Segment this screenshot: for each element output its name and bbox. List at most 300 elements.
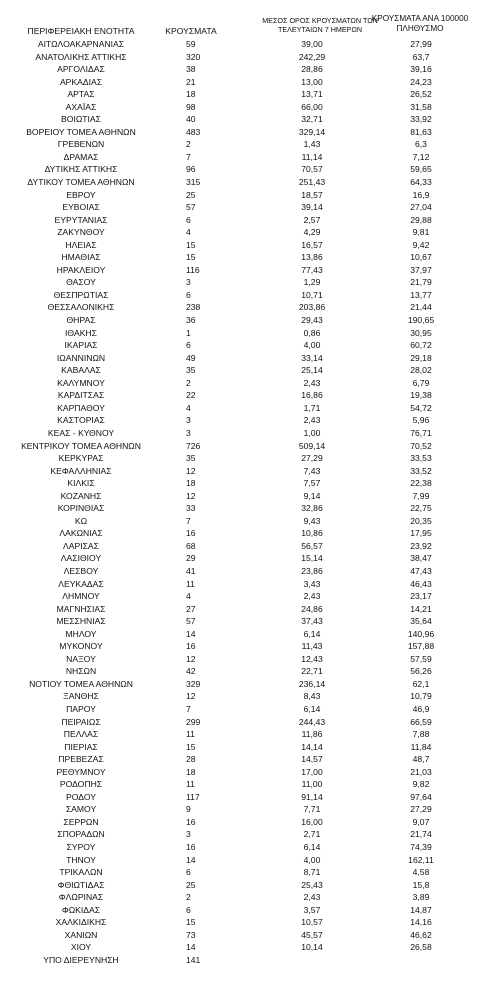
region-cell: ΙΩΑΝΝΙΝΩΝ [56, 352, 106, 363]
per-100k-cell: 3,89 [412, 892, 430, 903]
cases-cell: 117 [186, 791, 200, 802]
region-cell: ΔΥΤΙΚΟΥ ΤΟΜΕΑ ΑΘΗΝΩΝ [27, 177, 135, 188]
average-cell: 16,86 [301, 390, 323, 401]
region-cell: ΦΛΩΡΙΝΑΣ [58, 892, 104, 903]
average-cell: 13,00 [301, 76, 323, 87]
average-cell: 1,43 [303, 139, 321, 150]
per-100k-cell: 60,72 [410, 340, 432, 351]
table-row [0, 151, 483, 164]
per-100k-cell: 9,81 [412, 227, 430, 238]
table-row [0, 339, 483, 352]
table-row [0, 214, 483, 227]
region-cell: ΣΑΜΟΥ [65, 804, 97, 815]
average-cell: 25,43 [301, 879, 323, 890]
region-cell: ΜΗΛΟΥ [65, 628, 97, 639]
region-cell: ΜΕΣΣΗΝΙΑΣ [56, 616, 106, 627]
region-cell: ΧΙΟΥ [70, 942, 92, 953]
per-100k-cell: 14,87 [410, 904, 432, 915]
average-cell: 10,14 [301, 942, 323, 953]
average-cell: 39,14 [301, 202, 323, 213]
region-cell: ΛΕΥΚΑΔΑΣ [58, 578, 104, 589]
table-row [0, 565, 483, 578]
table-row [0, 916, 483, 929]
region-cell: ΑΡΚΑΔΙΑΣ [59, 76, 103, 87]
table-row [0, 440, 483, 453]
table-row [0, 941, 483, 954]
per-100k-cell: 46,62 [410, 929, 432, 940]
per-100k-cell: 63,7 [412, 51, 430, 62]
average-cell: 329,14 [298, 126, 326, 137]
per-100k-cell: 21,79 [410, 277, 432, 288]
region-cell: ΑΙΤΩΛΟΑΚΑΡΝΑΝΙΑΣ [37, 39, 125, 49]
cases-cell: 12 [186, 465, 196, 476]
table-row [0, 490, 483, 503]
table-row [0, 866, 483, 879]
region-cell: ΣΕΡΡΩΝ [63, 816, 99, 827]
table-row [0, 76, 483, 89]
per-100k-cell: 7,12 [412, 151, 430, 162]
per-100k-cell: 10,79 [410, 691, 432, 702]
cases-cell: 35 [186, 365, 196, 376]
region-cell: ΧΑΛΚΙΔΙΚΗΣ [55, 917, 107, 928]
average-cell: 242,29 [298, 51, 326, 62]
average-cell: 1,29 [303, 277, 321, 288]
region-cell: ΚΕΝΤΡΙΚΟΥ ΤΟΜΕΑ ΑΘΗΝΩΝ [21, 440, 141, 451]
per-100k-cell: 13,77 [410, 289, 432, 300]
header-seven-day-average: ΜΕΣΟΣ ΟΡΟΣ ΚΡΟΥΣΜΑΤΩΝ ΤΩΝ ΤΕΛΕΥΤΑΙΩΝ 7 ΗΜΕΡΩΝ [262, 16, 378, 34]
cases-cell: 16 [186, 816, 196, 827]
table-row [0, 615, 483, 628]
cases-cell: 49 [186, 352, 196, 363]
region-cell: ΔΡΑΜΑΣ [63, 151, 99, 162]
table-row [0, 665, 483, 678]
table-row [0, 678, 483, 691]
cases-cell: 141 [186, 954, 201, 965]
per-100k-cell: 33,53 [410, 453, 432, 464]
table-row [0, 88, 483, 101]
table-row [0, 327, 483, 340]
region-cell: ΡΕΘΥΜΝΟΥ [56, 766, 106, 777]
per-100k-cell: 26,52 [410, 89, 432, 100]
average-cell: 4,00 [303, 854, 321, 865]
cases-cell: 14 [186, 628, 196, 639]
table-row [0, 628, 483, 641]
region-cell: ΙΘΑΚΗΣ [65, 327, 97, 338]
cases-cell: 68 [186, 540, 196, 551]
region-cell: ΦΘΙΩΤΙΔΑΣ [57, 879, 105, 890]
per-100k-cell: 59,65 [410, 164, 432, 175]
cases-cell: 2 [186, 892, 191, 903]
region-cell: ΞΑΝΘΗΣ [63, 691, 99, 702]
region-cell: ΦΩΚΙΔΑΣ [61, 904, 101, 915]
table-row [0, 414, 483, 427]
per-100k-cell: 48,7 [412, 754, 430, 765]
region-cell: ΜΑΓΝΗΣΙΑΣ [56, 603, 106, 614]
per-100k-cell: 54,72 [410, 402, 432, 413]
average-cell: 244,43 [298, 716, 326, 727]
region-cell: ΡΟΔΟΥ [66, 791, 96, 802]
table-row [0, 879, 483, 892]
average-cell: 8,71 [303, 867, 321, 878]
cases-cell: 18 [186, 766, 196, 777]
cases-cell: 98 [186, 101, 196, 112]
header-cases: ΚΡΟΥΣΜΑΤΑ [165, 26, 217, 36]
average-cell: 91,14 [301, 791, 323, 802]
cases-cell: 6 [186, 289, 191, 300]
average-cell: 32,71 [301, 114, 323, 125]
region-cell: ΤΡΙΚΑΛΩΝ [59, 867, 103, 878]
average-cell: 7,57 [303, 478, 321, 489]
per-100k-cell: 20,35 [410, 515, 432, 526]
cases-cell: 59 [186, 39, 196, 49]
average-cell: 11,14 [301, 151, 323, 162]
average-cell: 14,57 [301, 754, 323, 765]
average-cell: 22,71 [301, 666, 323, 677]
average-cell: 15,14 [301, 553, 323, 564]
table-row [0, 276, 483, 289]
average-cell: 37,43 [301, 616, 323, 627]
per-100k-cell: 33,52 [410, 465, 432, 476]
average-cell: 10,86 [301, 528, 323, 539]
cases-cell: 11 [186, 578, 195, 589]
cases-cell: 7 [186, 515, 191, 526]
average-cell: 11,43 [301, 641, 323, 652]
table-row [0, 251, 483, 264]
region-cell: ΓΡΕΒΕΝΩΝ [57, 139, 105, 150]
region-cell: ΚΑΛΥΜΝΟΥ [57, 377, 105, 388]
cases-cell: 22 [186, 390, 196, 401]
average-cell: 11,86 [301, 729, 323, 740]
cases-cell: 2 [186, 139, 191, 150]
region-cell: ΚΑΡΠΑΘΟΥ [57, 402, 105, 413]
cases-cell: 28 [186, 754, 196, 765]
per-100k-cell: 6,79 [412, 377, 430, 388]
average-cell: 16,57 [301, 239, 323, 250]
table-row [0, 502, 483, 515]
per-100k-cell: 14,16 [410, 917, 432, 928]
per-100k-cell: 5,96 [412, 415, 430, 426]
region-cell: ΔΥΤΙΚΗΣ ΑΤΤΙΚΗΣ [44, 164, 118, 175]
cases-cell: 14 [186, 942, 196, 953]
per-100k-cell: 24,23 [410, 76, 432, 87]
cases-cell: 6 [186, 904, 191, 915]
cases-cell: 320 [186, 51, 201, 62]
table-row [0, 728, 483, 741]
average-cell: 77,43 [301, 264, 323, 275]
table-row [0, 138, 483, 151]
table-row [0, 904, 483, 917]
region-cell: ΚΕΡΚΥΡΑΣ [58, 453, 104, 464]
per-100k-cell: 35,64 [410, 616, 432, 627]
region-cell: ΧΑΝΙΩΝ [64, 929, 98, 940]
table-row [0, 38, 483, 51]
cases-cell: 315 [186, 177, 201, 188]
per-100k-cell: 30,95 [410, 327, 432, 338]
table-row [0, 427, 483, 440]
per-100k-cell: 70,52 [410, 440, 432, 451]
table-row [0, 653, 483, 666]
average-cell: 236,14 [298, 678, 326, 689]
table-row [0, 289, 483, 302]
per-100k-cell: 23,17 [410, 591, 432, 602]
table-row [0, 603, 483, 616]
average-cell: 4,29 [303, 227, 321, 238]
average-cell: 2,43 [303, 892, 321, 903]
per-100k-cell: 46,9 [412, 703, 430, 714]
cases-cell: 42 [186, 666, 196, 677]
region-cell: ΠΑΡΟΥ [66, 703, 96, 714]
per-100k-cell: 27,99 [410, 39, 432, 49]
region-cell: ΛΑΚΩΝΙΑΣ [59, 528, 103, 539]
cases-cell: 96 [186, 164, 196, 175]
average-cell: 1,00 [303, 427, 321, 438]
region-cell: ΕΥΒΟΙΑΣ [62, 202, 100, 213]
table-row [0, 364, 483, 377]
average-cell: 66,00 [301, 101, 323, 112]
table-row [0, 377, 483, 390]
header-cases-per-100k: ΚΡΟΥΣΜΑΤΑ ΑΝΑ 100000 ΠΛΗΘΥΣΜΟ [371, 14, 469, 33]
per-100k-cell: 10,67 [410, 252, 432, 263]
per-100k-cell: 27,29 [410, 804, 432, 815]
region-cell: ΗΜΑΘΙΑΣ [61, 252, 101, 263]
cases-cell: 57 [186, 616, 196, 627]
per-100k-cell: 97,64 [410, 791, 432, 802]
per-100k-cell: 15,8 [412, 879, 430, 890]
table-row [0, 465, 483, 478]
per-100k-cell: 22,38 [410, 478, 432, 489]
per-100k-cell: 74,39 [410, 842, 432, 852]
cases-cell: 21 [186, 76, 196, 87]
per-100k-cell: 64,33 [410, 177, 432, 188]
table-row [0, 716, 483, 729]
region-cell: ΛΕΣΒΟΥ [63, 565, 99, 576]
per-100k-cell: 27,04 [410, 202, 432, 213]
cases-cell: 4 [186, 227, 191, 238]
table-row [0, 126, 483, 139]
per-100k-cell: 28,02 [410, 365, 432, 376]
average-cell: 2,43 [303, 591, 321, 602]
region-cell: ΡΟΔΟΠΗΣ [59, 779, 103, 790]
average-cell: 251,43 [298, 177, 326, 188]
cases-cell: 15 [186, 741, 196, 752]
per-100k-cell: 39,16 [410, 64, 432, 75]
per-100k-cell: 11,84 [410, 741, 432, 752]
cases-cell: 35 [186, 453, 196, 464]
table-row [0, 954, 483, 967]
region-cell: ΗΡΑΚΛΕΙΟΥ [56, 264, 106, 275]
average-cell: 25,14 [301, 365, 323, 376]
per-100k-cell: 47,43 [410, 565, 432, 576]
table-row [0, 201, 483, 214]
table-row [0, 176, 483, 189]
region-cell: ΒΟΙΩΤΙΑΣ [61, 114, 101, 125]
region-cell: ΚΙΛΚΙΣ [67, 478, 95, 489]
table-row [0, 552, 483, 565]
table-row [0, 101, 483, 114]
table-row [0, 477, 483, 490]
table-row [0, 163, 483, 176]
table-row [0, 690, 483, 703]
average-cell: 23,86 [301, 565, 323, 576]
average-cell: 1,71 [303, 402, 321, 413]
per-100k-cell: 31,58 [410, 101, 432, 112]
average-cell: 12,43 [301, 653, 323, 664]
per-100k-cell: 19,38 [410, 390, 432, 401]
average-cell: 33,14 [301, 352, 323, 363]
average-cell: 27,29 [301, 453, 323, 464]
average-cell: 56,57 [301, 540, 323, 551]
per-100k-cell: 76,71 [410, 427, 432, 438]
region-cell: ΘΑΣΟΥ [66, 277, 96, 288]
per-100k-cell: 66,59 [410, 716, 432, 727]
average-cell: 9,43 [303, 515, 321, 526]
table-row [0, 239, 483, 252]
average-cell: 16,00 [301, 816, 323, 827]
per-100k-cell: 157,88 [407, 641, 435, 652]
table-row [0, 929, 483, 942]
cases-cell: 7 [186, 151, 191, 162]
region-cell: ΚΟΖΑΝΗΣ [60, 490, 102, 501]
average-cell: 10,57 [301, 917, 323, 928]
average-cell: 45,57 [301, 929, 323, 940]
per-100k-cell: 7,88 [412, 729, 430, 740]
cases-cell: 6 [186, 340, 191, 351]
region-cell: ΒΟΡΕΙΟΥ ΤΟΜΕΑ ΑΘΗΝΩΝ [26, 126, 136, 137]
region-cell: ΠΡΕΒΕΖΑΣ [58, 754, 104, 765]
table-row [0, 766, 483, 779]
table-row [0, 264, 483, 277]
region-cell: ΤΗΝΟΥ [66, 854, 96, 865]
table-row [0, 828, 483, 841]
region-cell: ΘΕΣΣΑΛΟΝΙΚΗΣ [47, 302, 115, 313]
region-cell: ΜΥΚΟΝΟΥ [59, 641, 103, 652]
cases-cell: 12 [186, 691, 196, 702]
average-cell: 24,86 [301, 603, 323, 614]
cases-cell: 11 [186, 729, 195, 740]
per-100k-cell: 21,74 [410, 829, 432, 840]
cases-cell: 12 [186, 653, 196, 664]
cases-cell: 36 [186, 315, 196, 326]
average-cell: 6,14 [303, 703, 321, 714]
cases-cell: 6 [186, 214, 191, 225]
cases-cell: 4 [186, 591, 191, 602]
region-cell: ΚΕΑΣ - ΚΥΘΝΟΥ [47, 427, 115, 438]
per-100k-cell: 22,75 [410, 503, 432, 514]
region-cell: ΠΕΙΡΑΙΩΣ [61, 716, 101, 727]
per-100k-cell: 14,21 [410, 603, 432, 614]
region-cell: ΣΠΟΡΑΔΩΝ [57, 829, 105, 840]
average-cell: 2,43 [303, 377, 321, 388]
region-cell: ΝΟΤΙΟΥ ΤΟΜΕΑ ΑΘΗΝΩΝ [29, 678, 133, 689]
cases-cell: 41 [186, 565, 196, 576]
per-100k-cell: 29,88 [410, 214, 432, 225]
region-cell: ΕΥΡΥΤΑΝΙΑΣ [54, 214, 108, 225]
cases-cell: 329 [186, 678, 201, 689]
average-cell: 39,00 [301, 39, 323, 49]
cases-cell: 40 [186, 114, 196, 125]
average-cell: 14,14 [301, 741, 323, 752]
per-100k-cell: 21,03 [410, 766, 432, 777]
cases-cell: 57 [186, 202, 196, 213]
region-cell: ΙΚΑΡΙΑΣ [64, 340, 98, 351]
cases-cell: 12 [186, 490, 196, 501]
table-row [0, 314, 483, 327]
per-100k-cell: 81,63 [410, 126, 432, 137]
per-100k-cell: 9,82 [412, 779, 430, 790]
table-row [0, 578, 483, 591]
cases-cell: 483 [186, 126, 201, 137]
region-cell: ΠΕΛΛΑΣ [63, 729, 99, 740]
cases-cell: 16 [186, 528, 196, 539]
table-row [0, 352, 483, 365]
average-cell: 9,14 [303, 490, 321, 501]
table-row [0, 301, 483, 314]
table-row [0, 452, 483, 465]
cases-cell: 33 [186, 503, 196, 514]
cases-cell: 3 [186, 829, 191, 840]
table-row [0, 803, 483, 816]
per-100k-cell: 17,95 [410, 528, 432, 539]
per-100k-cell: 190,65 [407, 315, 435, 326]
cases-cell: 238 [186, 302, 201, 313]
average-cell: 32,86 [301, 503, 323, 514]
region-cell: ΑΧΑΪΑΣ [65, 101, 97, 112]
region-cell: ΛΗΜΝΟΥ [62, 591, 100, 602]
table-row [0, 63, 483, 76]
cases-cell: 116 [186, 264, 200, 275]
average-cell: 29,43 [301, 315, 323, 326]
table-row [0, 640, 483, 653]
cases-cell: 15 [186, 252, 196, 263]
table-row [0, 753, 483, 766]
average-cell: 6,14 [303, 628, 321, 639]
per-100k-cell: 57,59 [410, 653, 432, 664]
per-100k-cell: 38,47 [410, 553, 432, 564]
table-row [0, 741, 483, 754]
average-cell: 203,86 [298, 302, 326, 313]
cases-cell: 3 [186, 277, 191, 288]
region-cell: ΠΙΕΡΙΑΣ [64, 741, 98, 752]
cases-cell: 29 [186, 553, 196, 564]
per-100k-cell: 62,1 [412, 678, 430, 689]
per-100k-cell: 29,18 [410, 352, 432, 363]
cases-cell: 15 [186, 917, 196, 928]
cases-cell: 9 [186, 804, 191, 815]
average-cell: 4,00 [303, 340, 321, 351]
cases-cell: 14 [186, 854, 196, 865]
average-cell: 7,71 [303, 804, 321, 815]
table-row [0, 590, 483, 603]
average-cell: 17,00 [301, 766, 323, 777]
table-row [0, 51, 483, 64]
per-100k-cell: 9,07 [412, 816, 430, 827]
cases-cell: 3 [186, 415, 191, 426]
region-cell: ΛΑΡΙΣΑΣ [63, 540, 99, 551]
region-cell: ΘΗΡΑΣ [66, 315, 96, 326]
cases-cell: 7 [186, 703, 191, 714]
cases-cell: 73 [186, 929, 196, 940]
cases-cell: 16 [186, 842, 196, 852]
region-cell: ΑΝΑΤΟΛΙΚΗΣ ΑΤΤΙΚΗΣ [35, 51, 127, 62]
region-cell: ΚΑΡΔΙΤΣΑΣ [57, 390, 105, 401]
average-cell: 0,86 [303, 327, 321, 338]
region-cell: ΑΡΤΑΣ [67, 89, 95, 100]
cases-cell: 18 [186, 89, 196, 100]
average-cell: 2,43 [303, 415, 321, 426]
per-100k-cell: 33,92 [410, 114, 432, 125]
average-cell: 2,71 [303, 829, 321, 840]
average-cell: 11,00 [301, 779, 323, 790]
